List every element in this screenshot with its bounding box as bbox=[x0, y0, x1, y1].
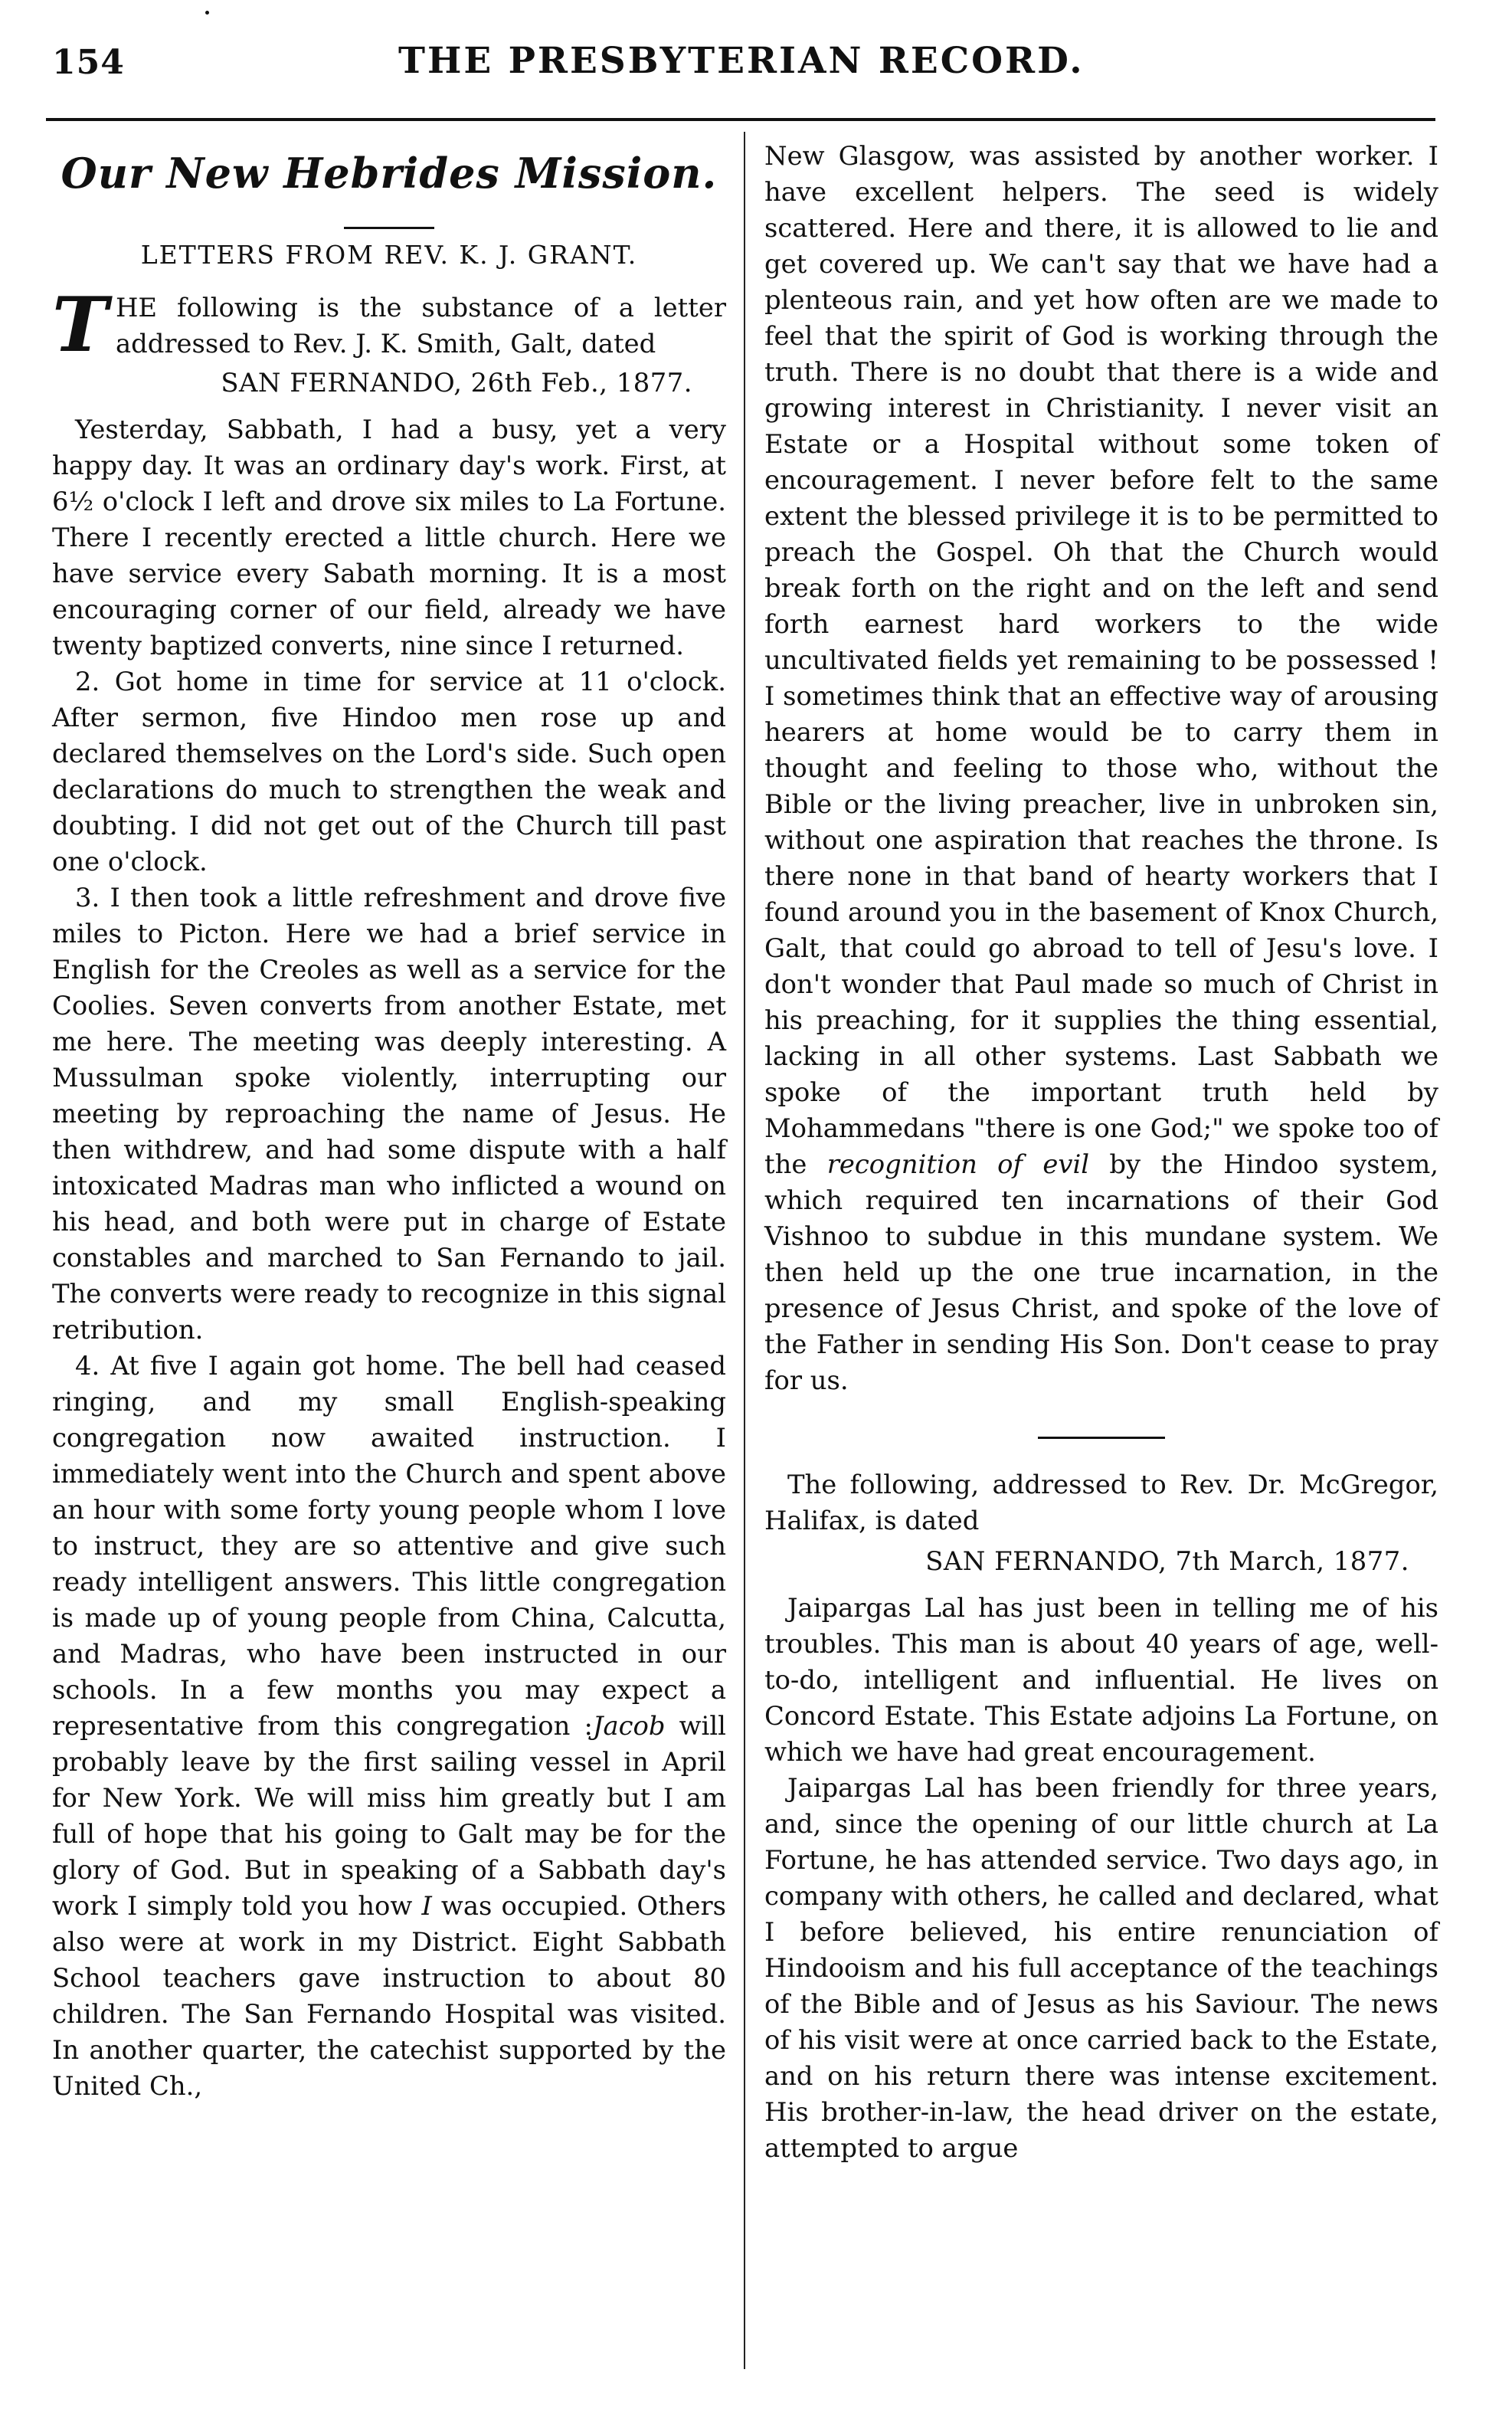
section-title: Our New Hebrides Mission. bbox=[61, 149, 718, 198]
letter-paragraph: Jaipargas Lal has just been in telling me of his troubles. This man is about 40 years of age, well-to-do, intelligent and influential. He lives on Concord Estate. This Estate adjoins La Fortune, on which we have had great encouragement. bbox=[764, 1593, 1438, 1767]
letter-intro bbox=[52, 281, 726, 369]
running-title: THE PRESBYTERIAN RECORD. bbox=[398, 40, 1085, 82]
italic-word: I bbox=[421, 1891, 432, 1921]
letters-heading: LETTERS FROM REV. K. J. GRANT. bbox=[140, 240, 638, 270]
section-rule bbox=[1038, 1437, 1165, 1439]
letter-paragraph: Jaipargas Lal has been friendly for three years, and, since the opening of our little church at La Fortune, he has attended service. Two days ago, in company with others, he called and declared, what I before believed, his entire renunciation of Hindooism and his full acceptance of the teachings of the Bible and of Jesus as his Saviour. The news of his visit were at once carried back to the Estate, and on his return there was intense excitement. His brother-in-law, the head driver on the estate, attempted to argue bbox=[764, 1773, 1438, 2163]
drop-cap: T bbox=[52, 281, 108, 369]
italic-name: Jacob bbox=[592, 1711, 666, 1741]
letter-paragraph-text: will probably leave by the first sailing vessel in April for New York. We will miss him greatly but I am full of hope that his going to Galt may be for the glory of God. But in speaking of a Sabbath day's work I simply told you how bbox=[52, 1711, 726, 1921]
letter2-dateline: SAN FERNANDO, 7th March, 1877. bbox=[925, 1546, 1409, 1576]
letter-paragraph-text: was occupied. Others also were at work in my District. Eight Sabbath School teachers gave instruction to about 80 children. The San Fernando Hospital was visited. In another quarter, the catechist supported by the United Ch., bbox=[52, 1891, 726, 2101]
letter-paragraph-text: 4. At five I again got home. The bell had ceased ringing, and my small English-speaking congregation now awaited instruction. I immediately went into the Church and spent above an hour with some forty young people whom I love to instruct, they are so attentive and give such ready intelligent answers. This little congregation is made up of young people from China, Calcutta, and Madras, who have been instructed in our schools. In a few months you may expect a representative from this congregation : bbox=[52, 1351, 726, 1741]
left-column bbox=[52, 138, 726, 2104]
column-divider bbox=[744, 132, 745, 2369]
print-mark bbox=[205, 11, 209, 15]
letter-paragraph: 3. I then took a little refreshment and drove five miles to Picton. Here we had a brief service in English for the Creoles as well as a service for the Coolies. Seven converts from another Estate, met me here. The meeting was deeply interesting. A Mussulman spoke violently, interrupting our meeting by reproaching the name of Jesus. He then withdrew, and had some dispute with a half intoxicated Madras man who inflicted a wound on his head, and both were put in charge of Estate constables and marched to San Fernando to jail. The converts were ready to recognize in this signal retribution. bbox=[52, 883, 726, 1345]
letter-continuation bbox=[764, 138, 1438, 1398]
letter-paragraph bbox=[52, 1348, 726, 2104]
right-column bbox=[764, 138, 1438, 2166]
italic-phrase: recognition of evil bbox=[826, 1149, 1090, 1179]
letter-dateline: SAN FERNANDO, 26th Feb., 1877. bbox=[221, 368, 692, 398]
letter-paragraph: Yesterday, Sabbath, I had a busy, yet a very happy day. It was an ordinary day's work. First, at 6½ o'clock I left and drove six miles to La Fortune. There I recently erected a little church. Here we have service every Sabath morning. It is a most encouraging corner of our field, already we have twenty baptized converts, nine since I returned. bbox=[52, 415, 726, 660]
continuation-text: by the Hindoo system, which required ten incarnations of their God Vishnoo to subdue in this mundane system. We then held up the one true incarnation, in the presence of Jesus Christ, and spoke of the love of the Father in sending His Son. Don't cease to pray for us. bbox=[764, 1149, 1438, 1395]
letter2-intro: The following, addressed to Rev. Dr. McGregor, Halifax, is dated bbox=[764, 1470, 1438, 1535]
title-rule bbox=[344, 227, 434, 229]
letter-paragraph: 2. Got home in time for service at 11 o'clock. After sermon, five Hindoo men rose up and declared themselves on the Lord's side. Such open declarations do much to strengthen the weak and doubting. I did not get out of the Church till past one o'clock. bbox=[52, 667, 726, 877]
page-number: 154 bbox=[52, 43, 125, 82]
continuation-text: New Glasgow, was assisted by another worker. I have excellent helpers. The seed is widely scattered. Here and there, it is allowed to lie and get covered up. We can't say that we have had a plenteous rain, and yet how often are we made to feel that the spirit of God is working through the truth. There is no doubt that there is a wide and growing interest in Christianity. I never visit an Estate or a Hospital without some token of encouragement. I never before felt to the same extent the blessed privilege it is to be permitted to preach the Gospel. Oh that the Church would break forth on the right and on the left and send forth earnest hard workers to the wide uncultivated fields yet remaining to be possessed ! I sometimes think that an effective way of arousing hearers at home would be to carry them in thought and feeling to those who, without the Bible or the living preacher, live in unbroken sin, without one aspiration that reaches the throne. Is there none in that band of hearty workers that I found around you in the basement of Knox Church, Galt, that could go abroad to tell of Jesu's love. I don't wonder that Paul made so much of Christ in his preaching, for it supplies the thing essential, lacking in all other systems. Last Sabbath we spoke of the important truth held by Mohammedans "there is one God;" we spoke too of the bbox=[764, 141, 1438, 1179]
letter-intro-text: HE following is the substance of a letter addressed to Rev. J. K. Smith, Galt, dated bbox=[115, 293, 726, 359]
header-rule bbox=[46, 118, 1435, 121]
